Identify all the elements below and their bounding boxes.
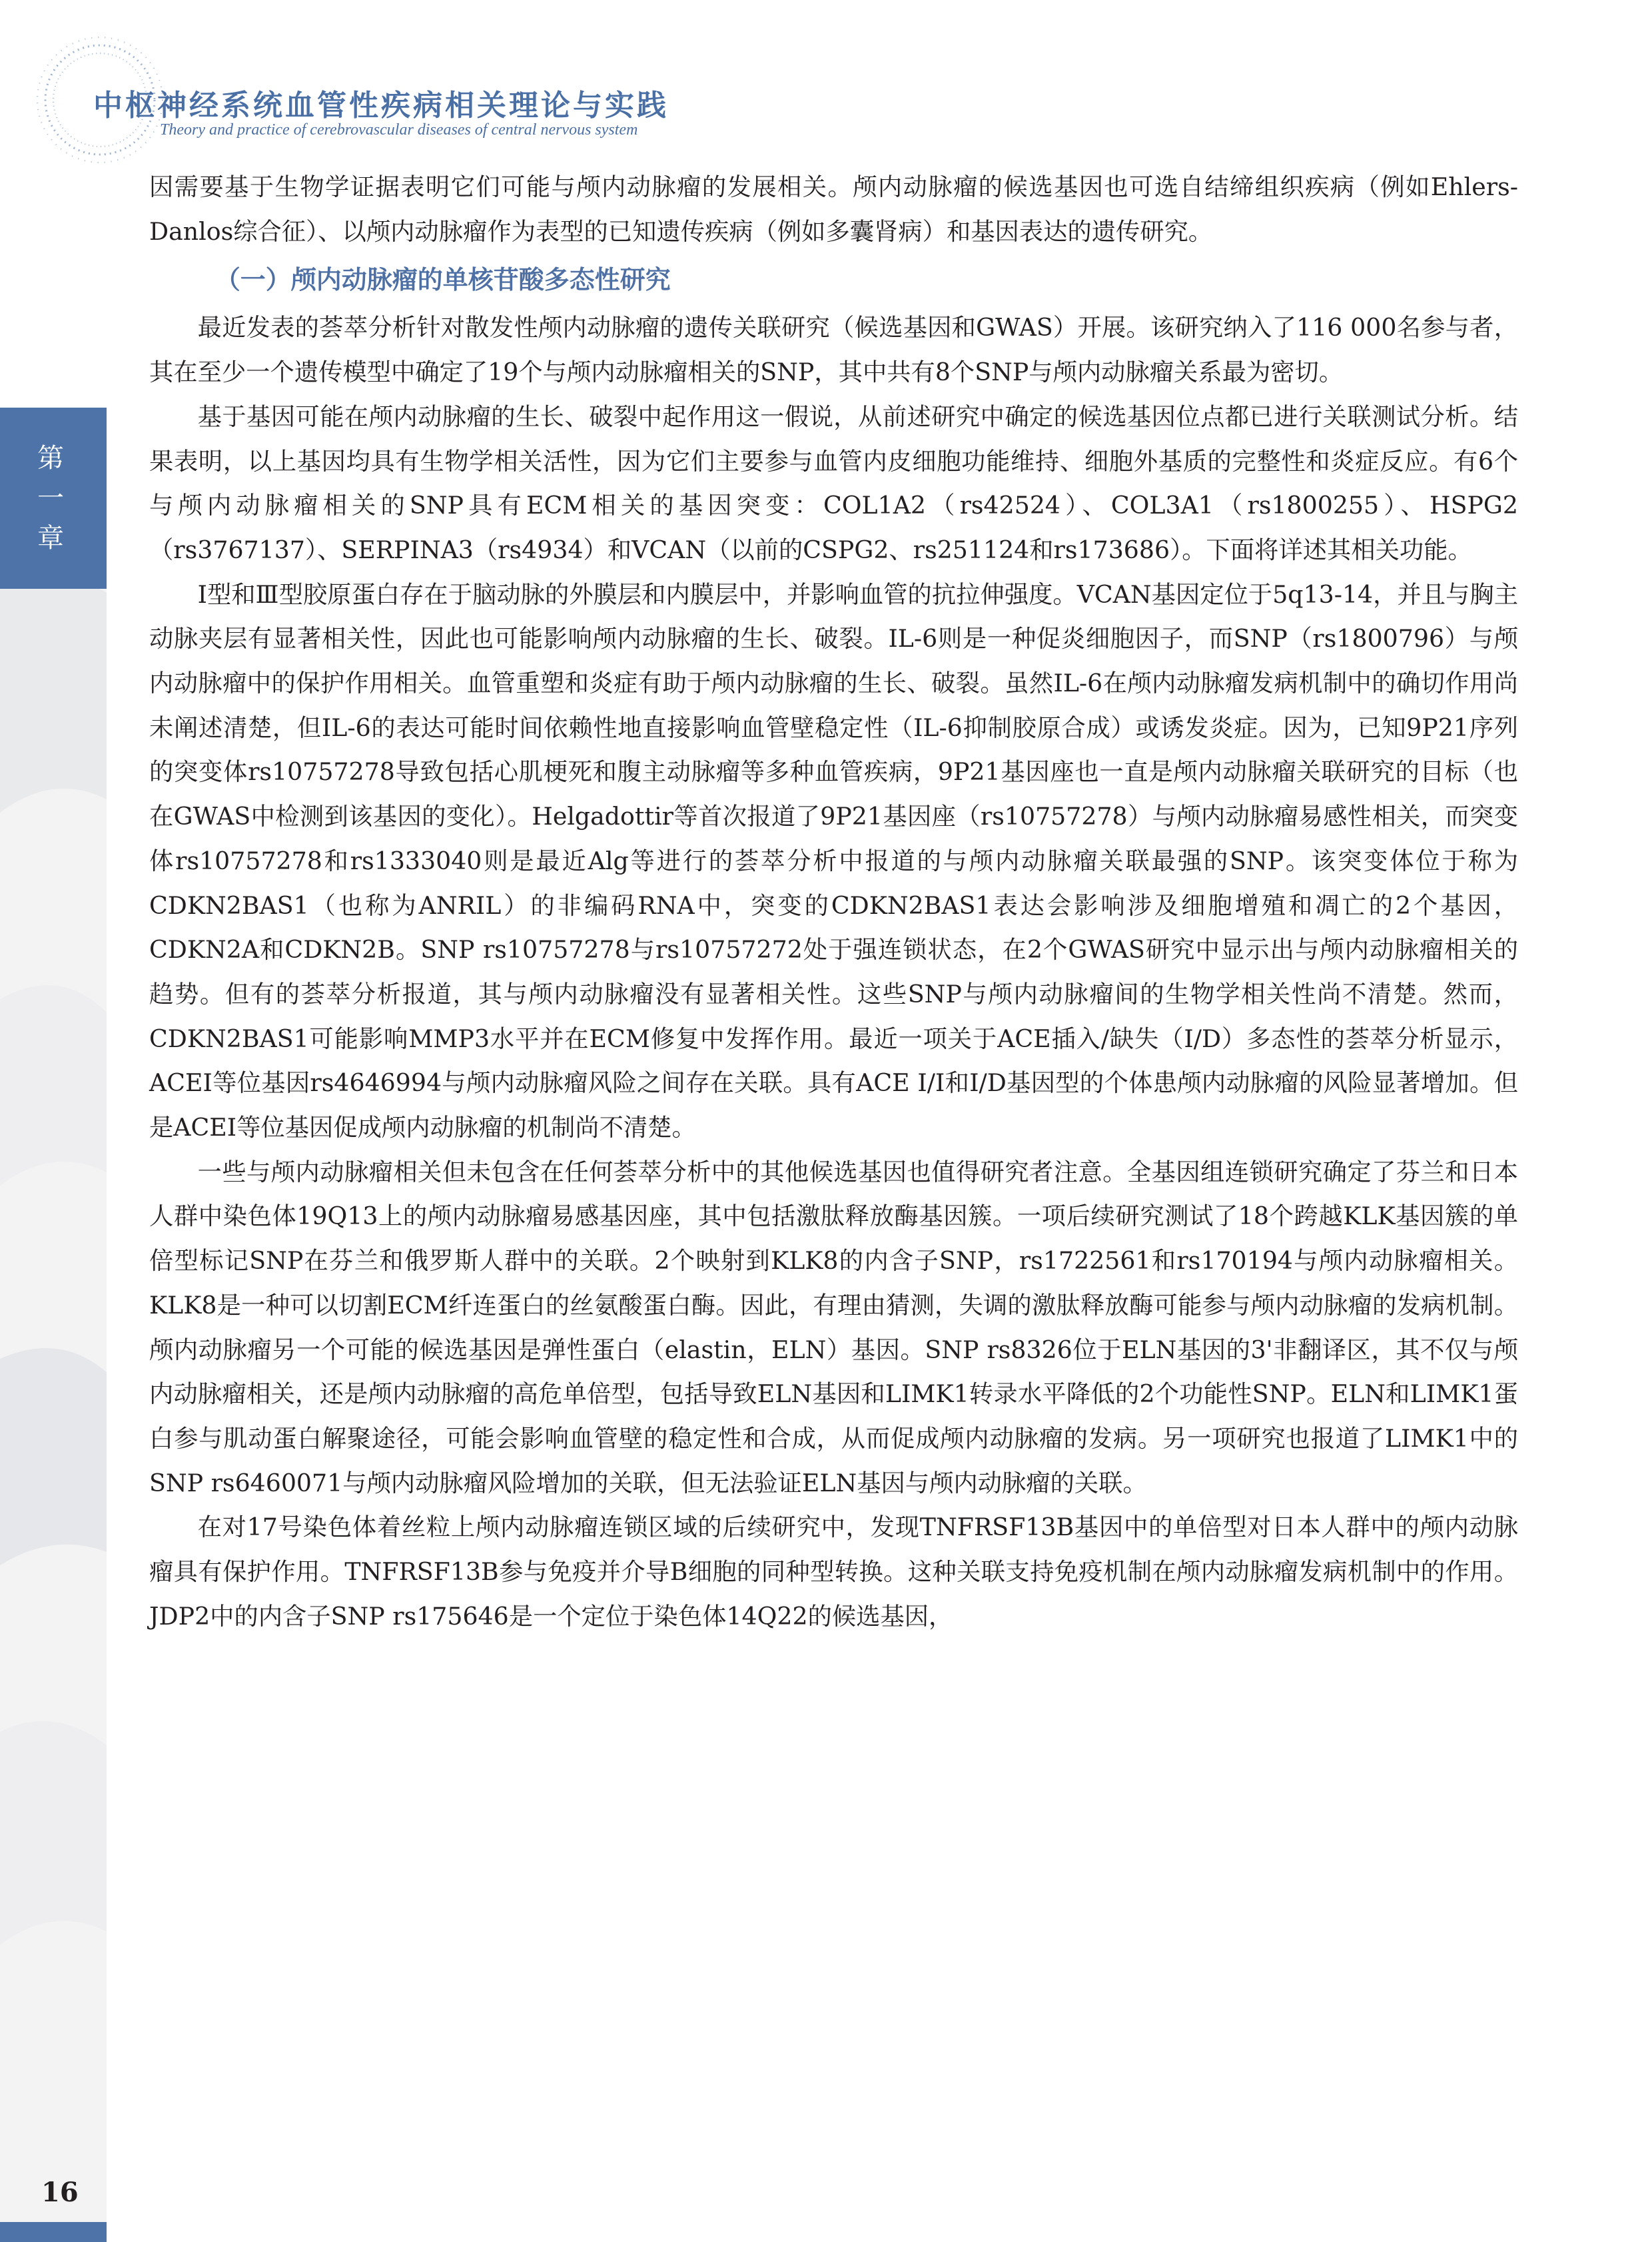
page-number: 16 — [41, 2177, 79, 2208]
paragraph: 因需要基于生物学证据表明它们可能与颅内动脉瘤的发展相关。颅内动脉瘤的候选基因也可选自结缔组织疾病（例如Ehlers-Danlos综合征）、以颅内动脉瘤作为表型的已知遗传疾病（例如多囊肾病）和基因表达的遗传研究。 — [149, 173, 1518, 246]
chapter-tab-char: 一 — [37, 483, 64, 514]
running-header-subtitle: Theory and practice of cerebrovascular diseases of central nervous system — [160, 121, 638, 139]
left-margin-bands — [0, 440, 107, 2242]
bottom-accent-bar — [0, 2222, 107, 2242]
running-header-title: 中枢神经系统血管性疾病相关理论与实践 — [93, 89, 669, 123]
section-heading: （一）颅内动脉瘤的单核苷酸多态性研究 — [214, 265, 671, 295]
paragraph: 基于基因可能在颅内动脉瘤的生长、破裂中起作用这一假说，从前述研究中确定的候选基因位点都已进行关联测试分析。结果表明，以上基因均具有生物学相关活性，因为它们主要参与血管内皮细胞功能维持、细胞外基质的完整性和炎症反应。有6个与颅内动脉瘤相关的SNP具有ECM相关的基因突变：COL1A2（rs42524）、COL3A1（rs1800255）、HSPG2（rs3767137）、SERPINA3（rs4934）和VCAN（以前的CSPG2、rs251124和rs173686）。下面将详述其相关功能。 — [149, 402, 1518, 564]
paragraph: 一些与颅内动脉瘤相关但未包含在任何荟萃分析中的其他候选基因也值得研究者注意。全基因组连锁研究确定了芬兰和日本人群中染色体19Q13上的颅内动脉瘤易感基因座，其中包括激肽释放酶基因簇。一项后续研究测试了18个跨越KLK基因簇的单倍型标记SNP在芬兰和俄罗斯人群中的关联。2个映射到KLK8的内含子SNP，rs1722561和rs170194与颅内动脉瘤相关。KLK8是一种可以切割ECM纤连蛋白的丝氨酸蛋白酶。因此，有理由猜测，失调的激肽释放酶可能参与颅内动脉瘤的发病机制。颅内动脉瘤另一个可能的候选基因是弹性蛋白（elastin，ELN）基因。SNP rs8326位于ELN基因的3'非翻译区，其不仅与颅内动脉瘤相关，还是颅内动脉瘤的高危单倍型，包括导致ELN基因和LIMK1转录水平降低的2个功能性SNP。ELN和LIMK1蛋白参与肌动蛋白解聚途径，可能会影响血管壁的稳定性和合成，从而促成颅内动脉瘤的发病。另一项研究也报道了LIMK1中的SNP rs6460071与颅内动脉瘤风险增加的关联，但无法验证ELN基因与颅内动脉瘤的关联。 — [149, 1157, 1518, 1497]
paragraph: 在对17号染色体着丝粒上颅内动脉瘤连锁区域的后续研究中，发现TNFRSF13B基因中的单倍型对日本人群中的颅内动脉瘤具有保护作用。TNFRSF13B参与免疫并介导B细胞的同种型转换。这种关联支持免疫机制在颅内动脉瘤发病机制中的作用。JDP2中的内含子SNP rs175646是一个定位于染色体14Q22的候选基因， — [149, 1513, 1518, 1631]
body-text — [149, 165, 1518, 1639]
paragraph: 最近发表的荟萃分析针对散发性颅内动脉瘤的遗传关联研究（候选基因和GWAS）开展。该研究纳入了116 000名参与者，其在至少一个遗传模型中确定了19个与颅内动脉瘤相关的SNP，其中共有8个SNP与颅内动脉瘤关系最为密切。 — [149, 313, 1518, 387]
chapter-tab-char: 章 — [37, 523, 64, 554]
chapter-tab-char: 第 — [37, 443, 64, 474]
paragraph: Ⅰ型和Ⅲ型胶原蛋白存在于脑动脉的外膜层和内膜层中，并影响血管的抗拉伸强度。VCAN基因定位于5q13-14，并且与胸主动脉夹层有显著相关性，因此也可能影响颅内动脉瘤的生长、破裂。IL-6则是一种促炎细胞因子，而SNP（rs1800796）与颅内动脉瘤中的保护作用相关。血管重塑和炎症有助于颅内动脉瘤的生长、破裂。虽然IL-6在颅内动脉瘤发病机制中的确切作用尚未阐述清楚，但IL-6的表达可能时间依赖性地直接影响血管壁稳定性（IL-6抑制胶原合成）或诱发炎症。因为，已知9P21序列的突变体rs10757278导致包括心肌梗死和腹主动脉瘤等多种血管疾病，9P21基因座也一直是颅内动脉瘤关联研究的目标（也在GWAS中检测到该基因的变化）。Helgadottir等首次报道了9P21基因座（rs10757278）与颅内动脉瘤易感性相关，而突变体rs10757278和rs1333040则是最近Alg等进行的荟萃分析中报道的与颅内动脉瘤关联最强的SNP。该突变体位于称为CDKN2BAS1（也称为ANRIL）的非编码RNA中，突变的CDKN2BAS1表达会影响涉及细胞增殖和凋亡的2个基因，CDKN2A和CDKN2B。SNP rs10757278与rs10757272处于强连锁状态，在2个GWAS研究中显示出与颅内动脉瘤相关的趋势。但有的荟萃分析报道，其与颅内动脉瘤没有显著相关性。这些SNP与颅内动脉瘤间的生物学相关性尚不清楚。然而，CDKN2BAS1可能影响MMP3水平并在ECM修复中发挥作用。最近一项关于ACE插入/缺失（I/D）多态性的荟萃分析显示，ACEI等位基因rs4646994与颅内动脉瘤风险之间存在关联。具有ACE I/I和I/D基因型的个体患颅内动脉瘤的风险显著增加。但是ACEI等位基因促成颅内动脉瘤的机制尚不清楚。 — [149, 579, 1518, 1142]
chapter-tab — [0, 408, 107, 589]
